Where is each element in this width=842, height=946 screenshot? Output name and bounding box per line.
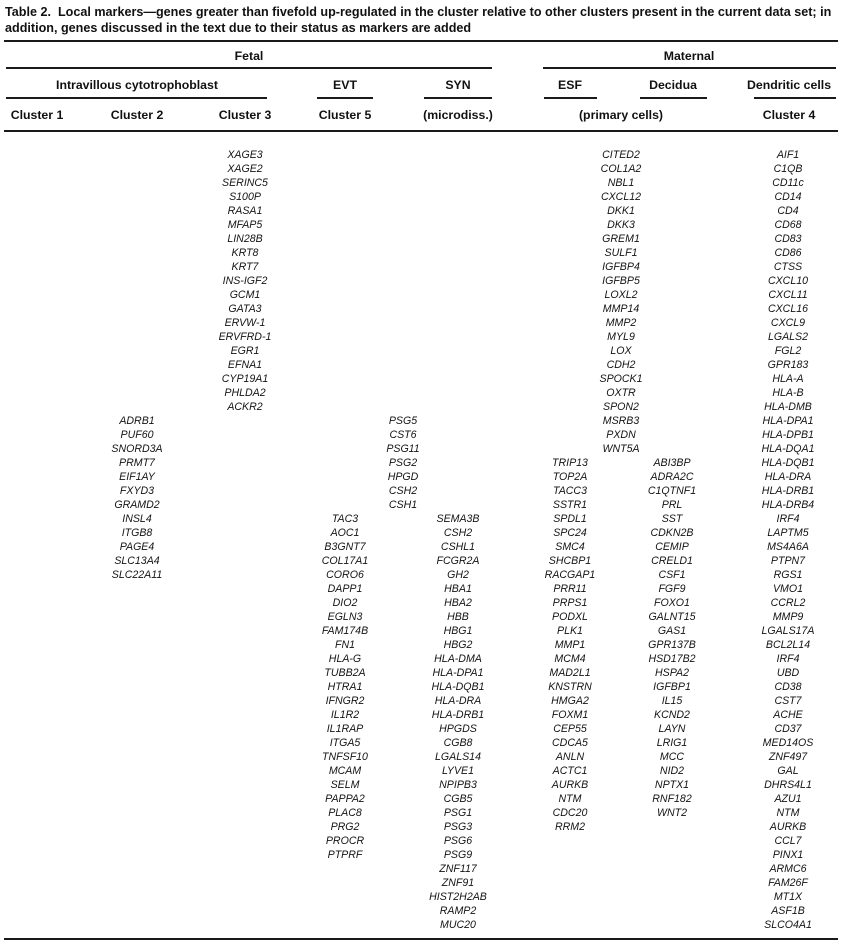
gene-CDKN2B: CDKN2B [650,527,694,539]
gene-NPIPB3: NPIPB3 [439,779,477,791]
gene-MMP2: MMP2 [605,317,637,329]
gene-GPR183: GPR183 [767,359,809,371]
header-esf: ESF [558,78,582,92]
gene-BCL2L14: BCL2L14 [765,639,811,651]
gene-column-evt-cluster5 [290,512,400,862]
gene-PLAC8: PLAC8 [328,807,362,819]
gene-FAM26F: FAM26F [768,877,808,889]
gene-MT1X: MT1X [773,891,803,903]
header-primary-cells: (primary cells) [578,108,664,122]
gene-CD83: CD83 [774,233,802,245]
gene-AOC1: AOC1 [330,527,360,539]
gene-NPTX1: NPTX1 [654,779,690,791]
gene-HBB: HBB [447,611,469,623]
gene-FAM174B: FAM174B [321,625,369,637]
gene-CRELD1: CRELD1 [651,555,693,567]
gene-CD11c: CD11c [772,177,804,189]
gene-DKK1: DKK1 [607,205,635,217]
table-caption: Local markers—genes greater than fivefold up-regulated in the cluster relative to other clusters present in the current data set; in addition, genes discussed in the text due to their status as markers are added [5,5,832,35]
gene-VMO1: VMO1 [772,583,804,595]
gene-ERVW-1: ERVW-1 [224,317,266,329]
gene-HLA-A: HLA-A [772,373,804,385]
gene-KRT8: KRT8 [231,247,259,259]
gene-NBL1: NBL1 [607,177,635,189]
gene-HLA-DRA: HLA-DRA [434,695,482,707]
gene-column-esf-decidua-shared [566,148,676,456]
gene-PRL: PRL [661,499,683,511]
gene-ZNF91: ZNF91 [441,877,475,889]
gene-SPC24: SPC24 [553,527,587,539]
gene-RASA1: RASA1 [227,205,263,217]
gene-NTM: NTM [776,807,800,819]
gene-SNORD3A: SNORD3A [111,443,163,455]
gene-EFNA1: EFNA1 [227,359,263,371]
gene-column-decidua [617,456,727,820]
gene-HBG1: HBG1 [443,625,473,637]
gene-ACTC1: ACTC1 [552,765,588,777]
gene-PAGE4: PAGE4 [119,541,155,553]
gene-PRPS1: PRPS1 [552,597,588,609]
gene-NID2: NID2 [659,765,685,777]
gene-FGL2: FGL2 [774,345,802,357]
gene-ITGB8: ITGB8 [121,527,153,539]
gene-LAYN: LAYN [658,723,686,735]
gene-C1QTNF1: C1QTNF1 [647,485,697,497]
gene-IFNGR2: IFNGR2 [325,695,365,707]
gene-AURKB: AURKB [551,779,589,791]
gene-CD4: CD4 [777,205,799,217]
gene-PSG9: PSG9 [443,849,473,861]
gene-HLA-DQB1: HLA-DQB1 [431,681,485,693]
gene-HMGA2: HMGA2 [551,695,589,707]
gene-PSG5: PSG5 [388,415,418,427]
header-cluster-2: Cluster 2 [110,108,164,122]
header-evt: EVT [333,78,357,92]
gene-ABI3BP: ABI3BP [653,457,691,469]
gene-HPGDS: HPGDS [439,723,477,735]
gene-CYP19A1: CYP19A1 [221,373,269,385]
gene-PTPRF: PTPRF [327,849,363,861]
gene-SSTR1: SSTR1 [552,499,588,511]
gene-CD37: CD37 [774,723,802,735]
gene-CXCL11: CXCL11 [768,289,808,301]
gene-PSG3: PSG3 [443,821,473,833]
gene-TRIP13: TRIP13 [552,457,588,469]
gene-PSG1: PSG1 [443,807,473,819]
gene-CGB8: CGB8 [443,737,473,749]
gene-MS4A6A: MS4A6A [767,541,809,553]
gene-PUF60: PUF60 [120,429,154,441]
gene-MUC20: MUC20 [440,919,476,931]
gene-TOP2A: TOP2A [552,471,588,483]
header-cluster-4: Cluster 4 [762,108,816,122]
gene-CCRL2: CCRL2 [770,597,806,609]
gene-PINX1: PINX1 [772,849,804,861]
gene-TNFSF10: TNFSF10 [322,751,368,763]
gene-IGFBP4: IGFBP4 [602,261,640,273]
gene-SLCO4A1: SLCO4A1 [764,919,812,931]
gene-CEMIP: CEMIP [655,541,689,553]
gene-LOXL2: LOXL2 [604,289,638,301]
gene-IGFBP5: IGFBP5 [602,275,640,287]
gene-MYL9: MYL9 [607,331,635,343]
gene-GREM1: GREM1 [602,233,640,245]
gene-RRM2: RRM2 [554,821,586,833]
gene-PROCR: PROCR [325,835,365,847]
gene-ASF1B: ASF1B [771,905,805,917]
gene-ZNF497: ZNF497 [768,751,808,763]
gene-HBG2: HBG2 [443,639,473,651]
gene-PRR11: PRR11 [553,583,587,595]
gene-SST: SST [661,513,683,525]
gene-RGS1: RGS1 [773,569,803,581]
gene-GRAMD2: GRAMD2 [114,499,160,511]
gene-PTPN7: PTPN7 [770,555,806,567]
gene-SPDL1: SPDL1 [553,513,587,525]
gene-KRT7: KRT7 [231,261,259,273]
gene-MCAM: MCAM [328,765,362,777]
gene-GH2: GH2 [447,569,469,581]
header-dendritic-cells: Dendritic cells [746,78,832,92]
gene-CD68: CD68 [774,219,802,231]
gene-CCL7: CCL7 [774,835,802,847]
gene-SHCBP1: SHCBP1 [548,555,592,567]
gene-DAPP1: DAPP1 [327,583,363,595]
gene-CTSS: CTSS [773,261,803,273]
gene-MSRB3: MSRB3 [602,415,640,427]
gene-KNSTRN: KNSTRN [548,681,592,693]
gene-IL1R2: IL1R2 [330,709,360,721]
header-decidua: Decidua [649,78,697,92]
gene-HBA2: HBA2 [444,597,472,609]
gene-RACGAP1: RACGAP1 [544,569,596,581]
gene-GPR137B: GPR137B [648,639,696,651]
gene-PHLDA2: PHLDA2 [224,387,266,399]
gene-PRG2: PRG2 [330,821,360,833]
table-number: Table 2. [5,5,51,19]
gene-HLA-G: HLA-G [328,653,362,665]
header-fetal: Fetal [234,49,264,63]
gene-HLA-DPB1: HLA-DPB1 [762,429,814,441]
gene-CSH2: CSH2 [388,485,418,497]
gene-HLA-DQB1: HLA-DQB1 [761,457,815,469]
header-maternal: Maternal [663,49,715,63]
gene-SEMA3B: SEMA3B [436,513,480,525]
gene-PAPPA2: PAPPA2 [325,793,365,805]
gene-IRF4: IRF4 [776,513,800,525]
gene-MCM4: MCM4 [554,653,586,665]
gene-CITED2: CITED2 [602,149,640,161]
gene-SLC22A11: SLC22A11 [111,569,163,581]
gene-TUBB2A: TUBB2A [324,667,366,679]
gene-GCM1: GCM1 [229,289,261,301]
gene-column-cluster3 [190,148,300,414]
gene-IRF4: IRF4 [776,653,800,665]
gene-LGALS17A: LGALS17A [761,625,815,637]
gene-column-syn-microdiss [403,512,513,932]
gene-MFAP5: MFAP5 [227,219,263,231]
gene-DKK3: DKK3 [607,219,635,231]
gene-MCC: MCC [659,751,685,763]
gene-MMP14: MMP14 [602,303,640,315]
gene-ZNF117: ZNF117 [439,863,477,875]
gene-SERINC5: SERINC5 [222,177,268,189]
gene-TAC3: TAC3 [331,513,359,525]
gene-ERVFRD-1: ERVFRD-1 [218,331,272,343]
gene-LGALS14: LGALS14 [435,751,481,763]
gene-CXCL16: CXCL16 [767,303,809,315]
gene-AZU1: AZU1 [774,793,802,805]
gene-EGR1: EGR1 [230,345,260,357]
gene-LGALS2: LGALS2 [767,331,809,343]
gene-PRMT7: PRMT7 [119,457,155,469]
gene-HTRA1: HTRA1 [327,681,363,693]
gene-KCND2: KCND2 [654,709,690,721]
gene-TACC3: TACC3 [553,485,587,497]
gene-FOXO1: FOXO1 [654,597,690,609]
gene-GATA3: GATA3 [228,303,262,315]
gene-B3GNT7: B3GNT7 [324,541,366,553]
gene-PLK1: PLK1 [557,625,583,637]
gene-CSF1: CSF1 [658,569,686,581]
gene-HLA-B: HLA-B [772,387,804,399]
gene-INSL4: INSL4 [122,513,152,525]
gene-DIO2: DIO2 [332,597,358,609]
gene-column-cluster2 [82,414,192,582]
gene-XAGE3: XAGE3 [227,149,263,161]
gene-CDCA5: CDCA5 [552,737,588,749]
gene-CEP55: CEP55 [553,723,587,735]
gene-MED14OS: MED14OS [762,737,814,749]
gene-SPON2: SPON2 [603,401,639,413]
gene-column-dendritic-cluster4 [733,148,842,932]
gene-ADRA2C: ADRA2C [650,471,694,483]
gene-CSH1: CSH1 [388,499,418,511]
gene-HLA-DPA1: HLA-DPA1 [762,415,814,427]
gene-HLA-DQA1: HLA-DQA1 [761,443,815,455]
gene-HIST2H2AB: HIST2H2AB [429,891,487,903]
gene-CD38: CD38 [774,681,802,693]
gene-column-evt-syn-shared [348,414,458,512]
gene-HBA1: HBA1 [444,583,472,595]
header-cluster-5: Cluster 5 [318,108,372,122]
gene-FOXM1: FOXM1 [551,709,589,721]
gene-CST7: CST7 [774,695,802,707]
gene-WNT5A: WNT5A [602,443,640,455]
gene-CXCL10: CXCL10 [767,275,809,287]
gene-PSG11: PSG11 [386,443,420,455]
gene-GALNT15: GALNT15 [648,611,696,623]
gene-HSPA2: HSPA2 [655,667,689,679]
gene-CD14: CD14 [774,191,802,203]
gene-ACKR2: ACKR2 [227,401,263,413]
gene-MAD2L1: MAD2L1 [549,667,591,679]
gene-CGB5: CGB5 [443,793,473,805]
gene-PSG6: PSG6 [443,835,473,847]
gene-HLA-DMA: HLA-DMA [434,653,482,665]
gene-CD86: CD86 [774,247,802,259]
header-syn: SYN [445,78,471,92]
gene-ACHE: ACHE [773,709,803,721]
header-cluster-3: Cluster 3 [218,108,272,122]
gene-WNT2: WNT2 [656,807,687,819]
gene-CDC20: CDC20 [552,807,588,819]
gene-LAPTM5: LAPTM5 [767,527,809,539]
gene-COL1A2: COL1A2 [600,163,642,175]
gene-RNF182: RNF182 [652,793,692,805]
gene-ITGA5: ITGA5 [329,737,361,749]
gene-GAL: GAL [777,765,799,777]
gene-OXTR: OXTR [606,387,636,399]
gene-HLA-DMB: HLA-DMB [764,401,812,413]
header-intravillous-cytotrophoblast: Intravillous cytotrophoblast [56,78,218,92]
gene-LYVE1: LYVE1 [441,765,474,777]
gene-DHRS4L1: DHRS4L1 [764,779,812,791]
gene-column-esf [515,456,625,834]
gene-LRIG1: LRIG1 [656,737,688,749]
gene-S100P: S100P [229,191,261,203]
gene-FXYD3: FXYD3 [119,485,155,497]
gene-FN1: FN1 [334,639,355,651]
header-microdiss: (microdiss.) [423,108,493,122]
gene-IL15: IL15 [661,695,683,707]
gene-HLA-DPA1: HLA-DPA1 [432,667,484,679]
gene-EGLN3: EGLN3 [327,611,363,623]
gene-PSG2: PSG2 [388,457,418,469]
gene-HLA-DRB1: HLA-DRB1 [431,709,485,721]
gene-SULF1: SULF1 [604,247,638,259]
gene-CORO6: CORO6 [326,569,364,581]
gene-HPGD: HPGD [387,471,419,483]
gene-PODXL: PODXL [552,611,588,623]
gene-LIN28B: LIN28B [227,233,263,245]
gene-ADRB1: ADRB1 [119,415,155,427]
gene-NTM: NTM [558,793,582,805]
gene-XAGE2: XAGE2 [227,163,263,175]
gene-AIF1: AIF1 [776,149,800,161]
gene-SMC4: SMC4 [555,541,585,553]
gene-EIF1AY: EIF1AY [119,471,155,483]
gene-HLA-DRB1: HLA-DRB1 [761,485,815,497]
gene-MMP1: MMP1 [554,639,586,651]
gene-IL1RAP: IL1RAP [326,723,364,735]
rule-table-bottom [4,938,838,940]
gene-HLA-DRB4: HLA-DRB4 [761,499,815,511]
gene-CXCL12: CXCL12 [600,191,642,203]
gene-IGFBP1: IGFBP1 [653,681,691,693]
gene-RAMP2: RAMP2 [439,905,477,917]
gene-SLC13A4: SLC13A4 [114,555,160,567]
header-cluster-1: Cluster 1 [10,108,64,122]
gene-COL17A1: COL17A1 [321,555,369,567]
gene-FGF9: FGF9 [658,583,686,595]
gene-AURKB: AURKB [769,821,807,833]
gene-SELM: SELM [330,779,360,791]
gene-MMP9: MMP9 [772,611,804,623]
gene-ARMC6: ARMC6 [769,863,807,875]
gene-CST6: CST6 [389,429,417,441]
gene-HSD17B2: HSD17B2 [648,653,696,665]
gene-CSHL1: CSHL1 [440,541,476,553]
gene-HLA-DRA: HLA-DRA [764,471,812,483]
gene-UBD: UBD [776,667,800,679]
gene-GAS1: GAS1 [657,625,687,637]
gene-PXDN: PXDN [606,429,636,441]
gene-CSH2: CSH2 [443,527,473,539]
gene-FCGR2A: FCGR2A [436,555,480,567]
gene-LOX: LOX [610,345,632,357]
gene-CXCL9: CXCL9 [770,317,806,329]
gene-CDH2: CDH2 [606,359,636,371]
gene-C1QB: C1QB [773,163,803,175]
gene-ANLN: ANLN [555,751,585,763]
gene-SPOCK1: SPOCK1 [599,373,643,385]
gene-INS-IGF2: INS-IGF2 [222,275,268,287]
